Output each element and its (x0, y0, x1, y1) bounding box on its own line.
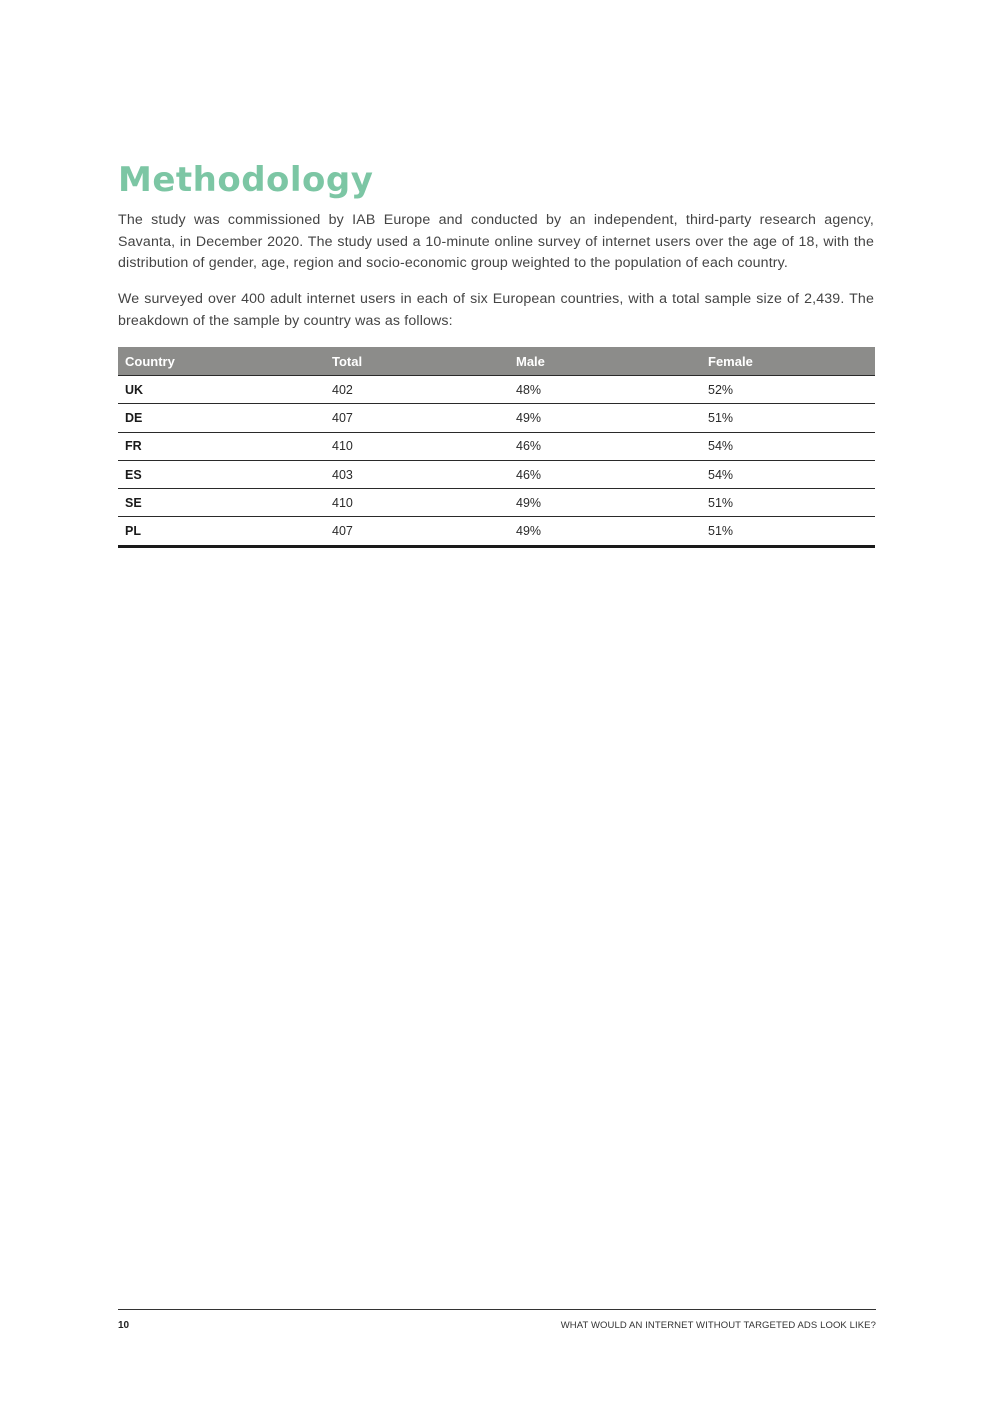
cell-male: 49% (509, 517, 701, 546)
cell-country: PL (118, 517, 325, 546)
header-country: Country (118, 347, 325, 376)
header-total: Total (325, 347, 509, 376)
cell-country: DE (118, 404, 325, 432)
cell-total: 410 (325, 432, 509, 460)
cell-total: 407 (325, 517, 509, 546)
cell-female: 51% (701, 489, 875, 517)
cell-male: 49% (509, 489, 701, 517)
table-header-row (118, 347, 875, 376)
cell-male: 46% (509, 432, 701, 460)
table-row (118, 489, 875, 517)
header-male: Male (509, 347, 701, 376)
header-female: Female (701, 347, 875, 376)
cell-total: 402 (325, 376, 509, 404)
cell-female: 52% (701, 376, 875, 404)
cell-country: UK (118, 376, 325, 404)
cell-country: SE (118, 489, 325, 517)
page-number: 10 (118, 1320, 130, 1331)
cell-female: 51% (701, 404, 875, 432)
cell-male: 46% (509, 460, 701, 488)
sample-paragraph: We surveyed over 400 adult internet users in each of six European countries, with a total sample size of 2,439. The breakdown of the sample by country was as follows: (118, 291, 874, 329)
sample-breakdown-table (118, 347, 875, 548)
cell-male: 49% (509, 404, 701, 432)
table-row (118, 517, 875, 546)
cell-female: 54% (701, 460, 875, 488)
table-row (118, 376, 875, 404)
cell-male: 48% (509, 376, 701, 404)
table-row (118, 404, 875, 432)
intro-paragraph: The study was commissioned by IAB Europe and conducted by an independent, third-party research agency, Savanta, in December 2020. The study used a 10-minute online survey of internet users over the age of 18, with the distribution of gender, age, region and socio-economic group weighted to the population of each country. (118, 212, 874, 271)
cell-total: 410 (325, 489, 509, 517)
cell-total: 407 (325, 404, 509, 432)
footer-document-title: WHAT WOULD AN INTERNET WITHOUT TARGETED ADS LOOK LIKE? (560, 1320, 876, 1331)
cell-female: 54% (701, 432, 875, 460)
footer-divider (118, 1309, 876, 1310)
cell-female: 51% (701, 517, 875, 546)
page-title: Methodology (118, 160, 374, 200)
cell-total: 403 (325, 460, 509, 488)
table-row (118, 432, 875, 460)
cell-country: FR (118, 432, 325, 460)
cell-country: ES (118, 460, 325, 488)
table-row (118, 460, 875, 488)
